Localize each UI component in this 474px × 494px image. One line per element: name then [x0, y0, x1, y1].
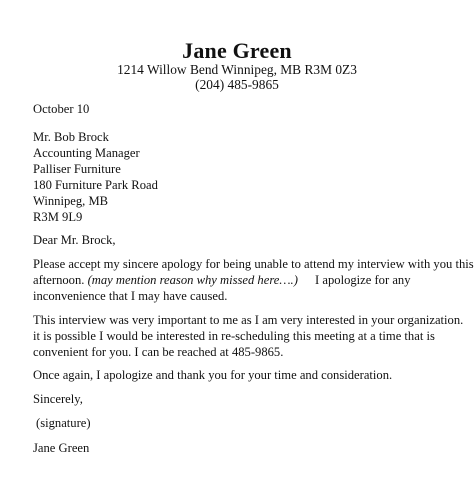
sender-phone: (204) 485-9865 — [195, 77, 279, 92]
recipient-company: Palliser Furniture — [33, 162, 121, 176]
signer-name: Jane Green — [33, 441, 90, 455]
signature-placeholder: (signature) — [36, 416, 91, 430]
recipient-postal: R3M 9L9 — [33, 210, 83, 224]
sender-address: 1214 Willow Bend Winnipeg, MB R3M 0Z3 — [117, 62, 357, 77]
recipient-street: 180 Furniture Park Road — [33, 178, 158, 192]
paragraph1-line3: inconvenience that I may have caused. — [33, 289, 228, 303]
paragraph2-line3: convenient for you. I can be reached at 485-9865. — [33, 345, 284, 359]
recipient-city: Winnipeg, MB — [33, 194, 109, 208]
closing: Sincerely, — [33, 392, 83, 406]
salutation: Dear Mr. Brock, — [33, 233, 116, 247]
sender-name: Jane Green — [182, 38, 292, 63]
paragraph1-line2 — [33, 272, 411, 288]
paragraph3: Once again, I apologize and thank you for your time and consideration. — [33, 368, 393, 382]
recipient-name: Mr. Bob Brock — [33, 130, 109, 144]
paragraph2-line2: it is possible I would be interested in re-scheduling this meeting at a time that is — [33, 329, 435, 343]
paragraph1-line2-end: I apologize for any — [315, 273, 411, 287]
paragraph2-line1: This interview was very important to me as I am very interested in your organization. — [33, 313, 464, 327]
paragraph1-line1: Please accept my sincere apology for being unable to attend my interview with you this — [33, 257, 474, 271]
letter-date: October 10 — [33, 102, 90, 116]
paragraph1-italic-note: (may mention reason why missed here….) — [87, 273, 298, 287]
recipient-title: Accounting Manager — [33, 146, 140, 160]
paragraph1-line2-start: afternoon. — [33, 273, 85, 287]
